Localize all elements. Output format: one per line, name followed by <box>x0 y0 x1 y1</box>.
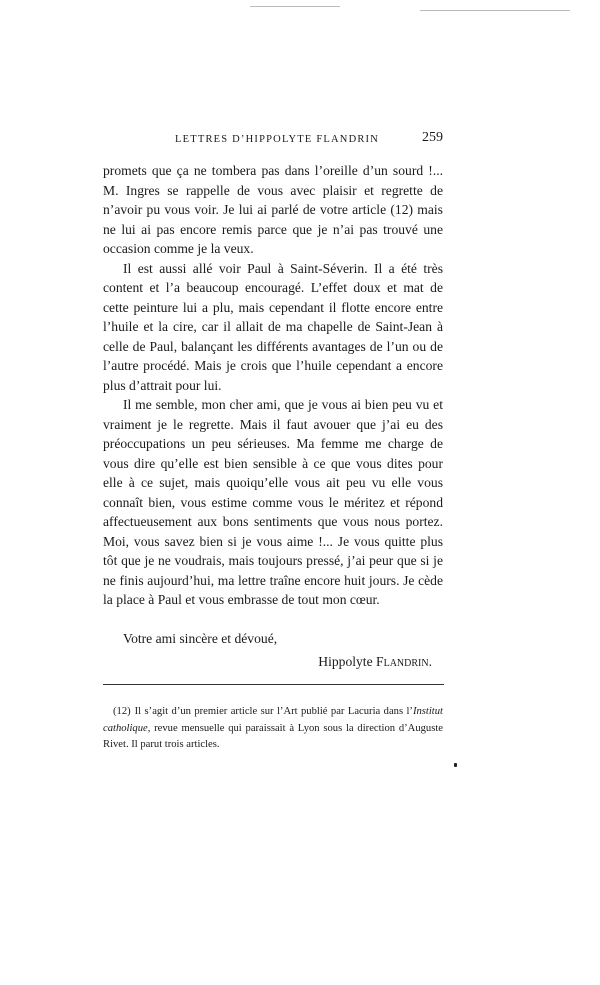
paragraph-3: Il me semble, mon cher ami, que je vous ai bien peu vu et vraiment je le regrette. Mais il faut avouer que j’ai eu des préoccupations un peu sérieuses. Ma femme me charge de vous dire qu’elle est bien sensible à ce que vous dites pour elle à ce sujet, mais quoiqu’elle vous ait peu vu elle vous connaît bien, vous estime comme vous le méritez et répond affectueusement aux bons sentiments que vous nous portez. Moi, vous savez bien si je vous aime !... Je vous quitte plus tôt que je ne voudrais, mais toujours pressé, j’ai peur que si je ne finis aujourd’hui, ma lettre traîne encore huit jours. Je cède la place à Paul et vous embrasse de tout mon cœur. <box>103 397 443 607</box>
paragraph-1-text-end: mais ne lui ai pas encore remis parce que je n’ai pas trouvé une occasion comme je la veux. <box>103 202 443 256</box>
footnote <box>103 704 443 754</box>
page-number: 259 <box>422 130 443 145</box>
footnote-text-b: , revue mensuelle qui paraissait à Lyon sous la direction d’Auguste Rivet. Il parut trois articles. <box>103 722 443 750</box>
running-title: LETTRES D’HIPPOLYTE FLANDRIN <box>175 134 380 145</box>
signature-first-name: Hippolyte <box>318 654 373 669</box>
ink-speck <box>454 763 457 767</box>
footnote-divider <box>103 684 444 685</box>
page-header <box>103 130 443 150</box>
footnote-label: (12) <box>113 706 131 717</box>
paragraph-1-text: promets que ça ne tombera pas dans l’oreille d’un sourd !... M. Ingres se rappelle de vous avec plaisir et regrette de n’avoir pu vous voir. Je lui ai parlé de votre article <box>103 163 443 217</box>
footnote-reference: (12) <box>390 202 414 217</box>
footnote-12 <box>103 704 443 754</box>
paragraph-2: Il est aussi allé voir Paul à Saint-Séverin. Il a été très content et l’a beaucoup encouragé. L’effet doux et mat de cette peinture lui a plu, mais cependant il flotte encore entre l’huile et la cire, car il allait de ma chapelle de Saint-Jean à celle de Paul, balançant les différents avantages de l’un ou de l’autre procédé. Mais je crois que l’huile cependant a encore plus d’attrait pour lui. <box>103 260 443 393</box>
letter-body <box>103 161 443 672</box>
closing-line: Votre ami sincère et dévoué, <box>123 630 278 646</box>
scan-artifact-line <box>420 10 570 11</box>
paragraph-1 <box>103 161 443 259</box>
footnote-text-a: Il s’agit d’un premier article sur l’Art publié par Lacuria dans l’ <box>134 706 413 717</box>
scan-artifact-line <box>250 6 340 7</box>
signature <box>103 652 443 672</box>
signature-last-name: Flandrin. <box>376 654 432 669</box>
footnote-italic-title: Institut catholique <box>103 706 443 734</box>
